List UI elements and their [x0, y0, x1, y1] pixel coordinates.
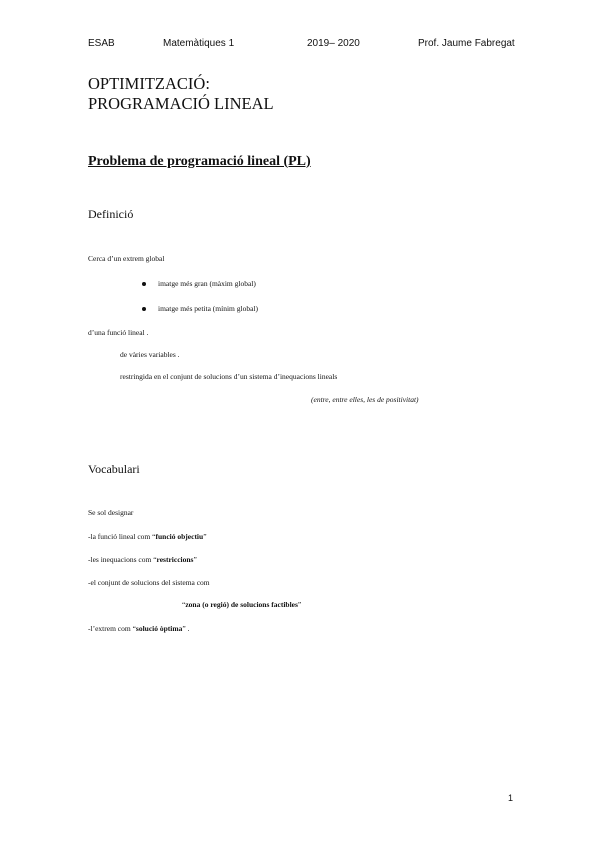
- vocabulary-item-objective-prefix: -la funció lineal com “: [88, 532, 156, 541]
- definition-bullet-1: imatge més gran (màxim global): [158, 279, 256, 288]
- definition-heading: Definició: [88, 207, 134, 221]
- vocabulary-term-optimal: solució òptima: [135, 624, 183, 633]
- vocabulary-term-feasible-zone: zona (o regió) de solucions factibles: [185, 600, 298, 609]
- bullet-dot-2: [142, 307, 146, 311]
- vocabulary-term-restrictions: restriccions: [156, 555, 194, 564]
- section-title: Problema de programació lineal (PL): [88, 154, 311, 169]
- vocabulary-item-feasible-zone: [182, 600, 301, 609]
- page-title-line1: OPTIMITZACIÓ:: [88, 74, 210, 93]
- vocabulary-feasible-close-quote: ”: [297, 600, 302, 609]
- page-number: 1: [508, 793, 514, 803]
- vocabulary-item-solutions: -el conjunt de solucions del sistema com: [88, 578, 210, 587]
- vocabulary-term-objective: funció objectiu: [155, 532, 204, 541]
- definition-function: d’una funció lineal .: [88, 328, 149, 337]
- vocabulary-heading: Vocabulari: [88, 462, 140, 476]
- header-year: 2019– 2020: [307, 38, 360, 49]
- vocabulary-item-restrictions-prefix: -les inequacions com “: [88, 555, 157, 564]
- bullet-dot-1: [142, 282, 146, 286]
- vocabulary-item-objective: [88, 532, 207, 541]
- definition-bullet-2: imatge més petita (mínim global): [158, 304, 258, 313]
- vocabulary-intro: Se sol designar: [88, 508, 134, 517]
- vocabulary-feasible-open-quote: “: [182, 600, 186, 609]
- definition-variables: de vàries variables .: [120, 350, 180, 359]
- definition-note: (entre, entre elles, les de positivitat): [311, 395, 419, 404]
- vocabulary-item-objective-suffix: ”: [203, 532, 207, 541]
- header-teacher: Prof. Jaume Fabregat: [418, 38, 515, 49]
- definition-intro: Cerca d’un extrem global: [88, 254, 165, 263]
- vocabulary-item-optimal-prefix: -l’extrem com “: [88, 624, 136, 633]
- vocabulary-item-restrictions-suffix: ”: [193, 555, 197, 564]
- header-school: ESAB: [88, 38, 115, 49]
- vocabulary-item-optimal: [88, 624, 189, 633]
- header-subject: Matemàtiques 1: [163, 38, 235, 49]
- vocabulary-item-optimal-suffix: ” .: [182, 624, 190, 633]
- definition-restricted: restringida en el conjunt de solucions d’un sistema d’inequacions lineals: [120, 372, 338, 381]
- page-title-line2: PROGRAMACIÓ LINEAL: [88, 94, 274, 113]
- vocabulary-item-restrictions: [88, 555, 197, 564]
